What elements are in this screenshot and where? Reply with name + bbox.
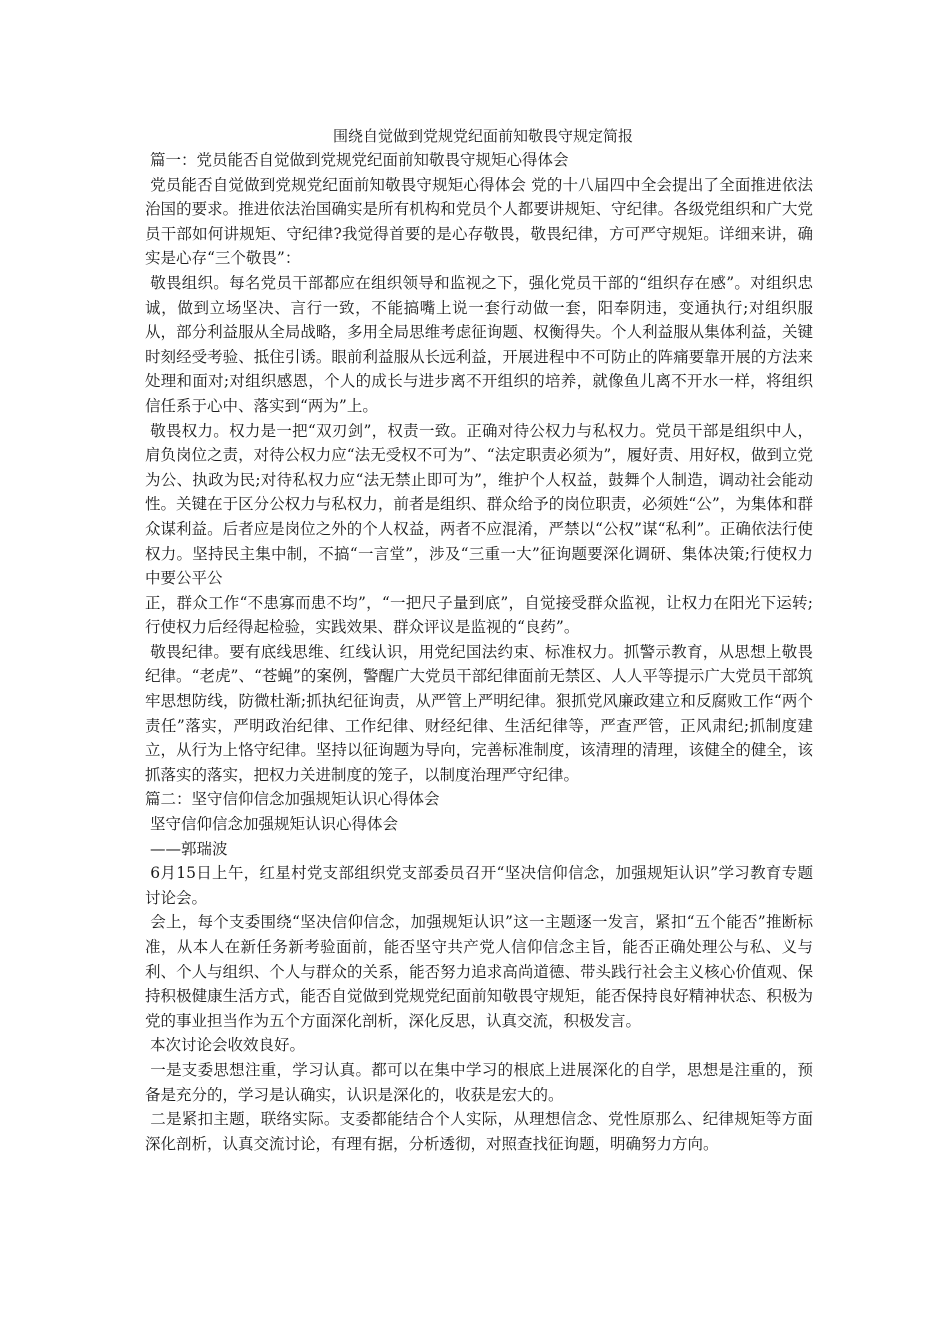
paragraph-respect-power: 敬畏权力。权力是一把“双刃剑”，权责一致。正确对待公权力与私权力。党员干部是组织中人，肩负岗位之责，对待公权力应“法无受权不可为”、“法定职责必须为”，履好责、用好权，做到立党为公、执政为民;对待私权力应“法无禁止即可为”，维护个人权益，鼓舞个人制造，调动社会能动性。关键在于区分公权力与私权力，前者是组织、群众给予的岗位职责，必须姓“公”，为集体和群众谋利益。后者应是岗位之外的个人权益，两者不应混淆，严禁以“公权”谋“私利”。正确依法行使权力。坚持民主集中制，不搞“一言堂”，涉及“三重一大”征询题要深化调研、集体决策;行使权力中要公平公 xyxy=(145,421,813,588)
paragraph-section1-heading: 篇一：党员能否自觉做到党规党纪面前知敬畏守规矩心得体会 xyxy=(145,151,569,169)
paragraph-intro: 党员能否自觉做到党规党纪面前知敬畏守规矩心得体会 党的十八届四中全会提出了全面推进依法治国的要求。推进依法治国确实是所有机构和党员个人都要讲规矩、守纪律。各级党组织和广大党员干部如何讲规矩、守纪律?我觉得首要的是心存敬畏，敬畏纪律，方可严守规矩。详细来讲，确实是心存“三个敬畏”： xyxy=(145,175,813,268)
paragraph-author: ——郭瑞波 xyxy=(145,839,228,858)
paragraph-result: 本次讨论会收效良好。 xyxy=(145,1036,305,1055)
paragraph-section2-heading: 篇二：坚守信仰信念加强规矩认识心得体会 xyxy=(145,790,440,809)
paragraph-respect-power-continued: 正，群众工作“不患寡而患不均”，“一把尺子量到底”，自觉接受群众监视，让权力在阳光下运转;行使权力后经得起检验，实践效果、群众评议是监视的“良药”。 xyxy=(145,593,813,637)
document-title: 围绕自觉做到党规党纪面前知敬畏守规定简报 xyxy=(332,127,633,145)
paragraph-point-one: 一是支委思想注重，学习认真。都可以在集中学习的根底上进展深化的自学，思想是注重的，预备是充分的，学习是认确实，认识是深化的，收获是宏大的。 xyxy=(145,1060,813,1104)
paragraph-meeting-date: 6月15日上午，红星村党支部组织党支部委员召开“坚决信仰信念，加强规矩认识”学习教育专题讨论会。 xyxy=(145,864,813,907)
paragraph-point-two: 二是紧扣主题，联络实际。支委都能结合个人实际，从理想信念、党性原那么、纪律规矩等方面深化剖析，认真交流讨论，有理有据，分析透彻，对照查找征询题，明确努力方向。 xyxy=(145,1110,813,1153)
paragraph-section2-title: 坚守信仰信念加强规矩认识心得体会 xyxy=(145,815,398,834)
document-page xyxy=(145,124,813,1156)
paragraph-meeting-content: 会上，每个支委围绕“坚决信仰信念，加强规矩认识”这一主题逐一发言，紧扣“五个能否”推断标准，从本人在新任务新考验面前，能否坚守共产党人信仰信念主旨，能否正确处理公与私、义与利、个人与组织、个人与群众的关系，能否努力追求高尚道德、带头践行社会主义核心价值观、保持积极健康生活方式，能否自觉做到党规党纪面前知敬畏守规矩，能否保持良好精神状态、积极为党的事业担当作为五个方面深化剖析，深化反思，认真交流，积极发言。 xyxy=(145,913,813,1030)
paragraph-respect-organization: 敬畏组织。每名党员干部都应在组织领导和监视之下，强化党员干部的“组织存在感”。对组织忠诚，做到立场坚决、言行一致，不能搞嘴上说一套行动做一套，阳奉阴违，变通执行;对组织服从，部分利益服从全局战略，多用全局思维考虑征询题、权衡得失。个人利益服从集体利益，关键时刻经受考验、抵住引诱。眼前利益服从长远利益，开展进程中不可防止的阵痛要靠开展的方法来处理和面对;对组织感恩，个人的成长与进步离不开组织的培养，就像鱼儿离不开水一样，将组织信任系于心中、落实到“两为”上。 xyxy=(145,273,813,415)
paragraph-respect-discipline: 敬畏纪律。要有底线思维、红线认识，用党纪国法约束、标准权力。抓警示教育，从思想上敬畏纪律。“老虎”、“苍蝇”的案例，警醒广大党员干部纪律面前无禁区、人人平等提示广大党员干部筑牢思想防线，防微杜渐;抓执纪征询责，从严管上严明纪律。狠抓党风廉政建立和反腐败工作“两个责任”落实，严明政治纪律、工作纪律、财经纪律、生活纪律等，严查严管，正风肃纪;抓制度建立，从行为上恪守纪律。坚持以征询题为导向，完善标准制度，该清理的清理，该健全的健全，该抓落实的落实，把权力关进制度的笼子，以制度治理严守纪律。 xyxy=(145,642,813,784)
